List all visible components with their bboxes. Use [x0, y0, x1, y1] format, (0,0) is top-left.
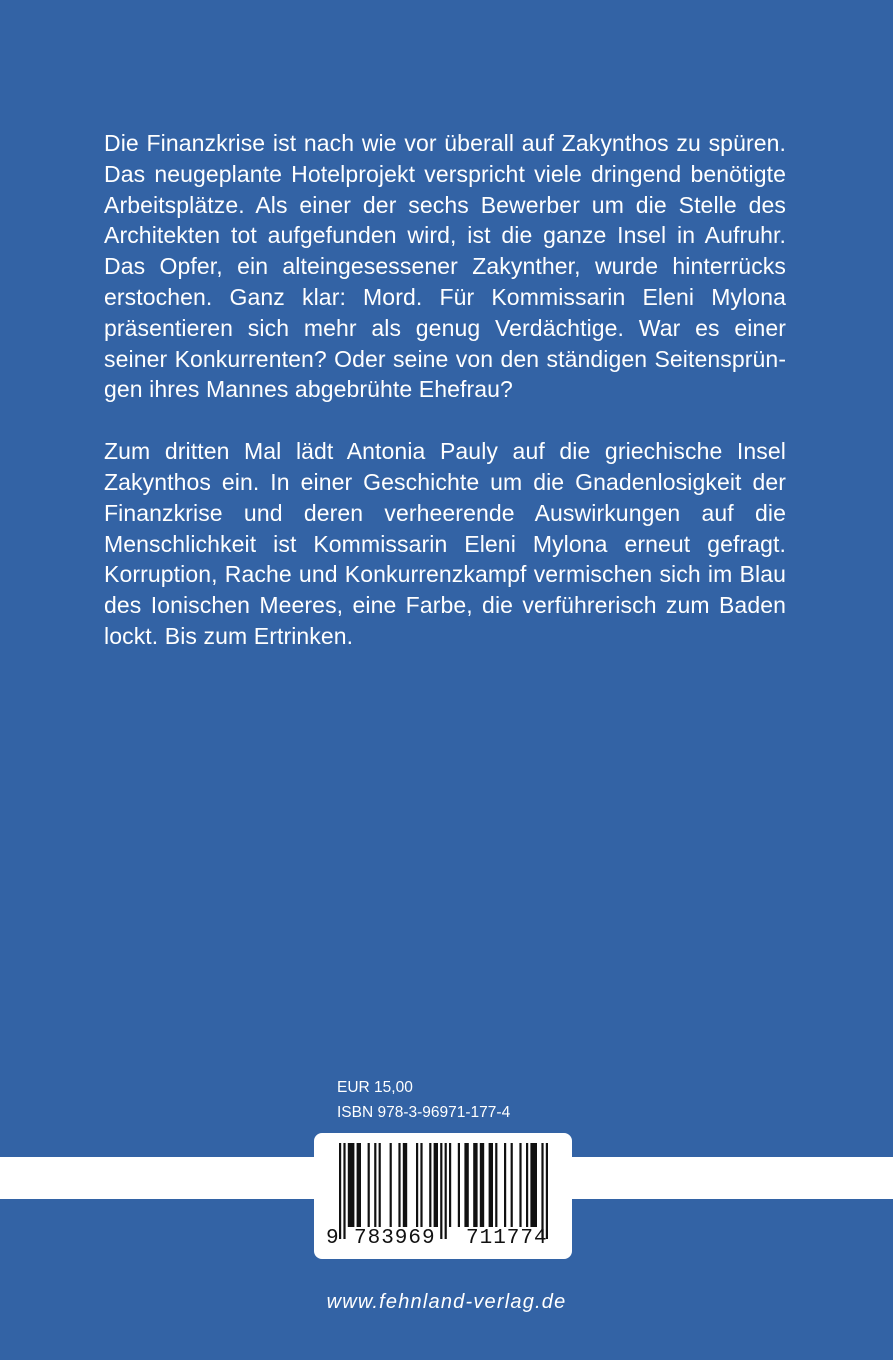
barcode-bar	[379, 1143, 381, 1227]
barcode-guard-bar	[541, 1143, 543, 1239]
barcode-digit-first: 9	[326, 1227, 339, 1250]
barcode-bar	[416, 1143, 418, 1227]
barcode-bar	[495, 1143, 497, 1227]
blurb-paragraph-2: Zum dritten Mal lädt Antonia Pauly auf die griechische Insel Zakynthos ein. In einer Geschichte um die Gnadenlosigkeit der Finanzkrise und deren verheerende Auswirkungen auf die Menschlichkeit ist Kommissarin Eleni Mylona erneut gefragt. Korruption, Rache und Konkurrenzkampf vermischen sich im Blau des Ionischen Meeres, eine Farbe, die verführerisch zum Baden lockt. Bis zum Ertrinken.	[104, 438, 786, 649]
barcode-guard-bar	[339, 1143, 341, 1239]
barcode-bar	[489, 1143, 493, 1227]
isbn-label: ISBN 978-3-96971-177-4	[337, 1104, 511, 1121]
barcode-bar	[519, 1143, 521, 1227]
barcode-bar	[449, 1143, 451, 1227]
barcode-digits	[314, 1227, 572, 1257]
barcode-bar	[374, 1143, 376, 1227]
barcode-bar	[348, 1143, 355, 1227]
barcode-bar	[480, 1143, 484, 1227]
barcode-bar	[434, 1143, 438, 1227]
barcode-guard-bar	[440, 1143, 442, 1239]
barcode-bar	[368, 1143, 370, 1227]
barcode	[314, 1133, 572, 1259]
barcode-bar	[458, 1143, 460, 1227]
barcode-bar	[473, 1143, 477, 1227]
barcode-bar	[526, 1143, 528, 1227]
barcode-bar	[511, 1143, 513, 1227]
price-isbn-block	[337, 1075, 510, 1125]
barcode-group-right: 711774	[466, 1227, 548, 1250]
barcode-bar	[398, 1143, 400, 1227]
barcode-group-left: 783969	[354, 1227, 436, 1250]
barcode-guard-bar	[343, 1143, 345, 1239]
barcode-bar	[464, 1143, 468, 1227]
barcode-bar	[504, 1143, 506, 1227]
barcode-bar	[420, 1143, 422, 1227]
barcode-bar	[403, 1143, 407, 1227]
barcode-bar	[357, 1143, 361, 1227]
barcode-bar	[530, 1143, 537, 1227]
price-label: EUR 15,00	[337, 1079, 413, 1096]
barcode-guard-bar	[546, 1143, 548, 1239]
blurb-paragraph-1: Die Finanzkrise ist nach wie vor überall auf Zakynthos zu spüren. Das neugeplante Hotelprojekt verspricht viele dringend benötigte Arbeitsplätze. Als einer der sechs Bewerber um die Stelle des Architekten tot aufgefunden wird, ist die ganze Insel in Aufruhr. Das Opfer, ein alteingesessener Zakynther, wurde hinterrücks erstochen. Ganz klar: Mord. Für Kommissarin Eleni Mylona präsentieren sich mehr als genug Verdächtige. War es einer seiner Konkurrenten? Oder seine von den ständigen Seitensprüngen ihres Mannes abgebrühte Ehefrau?	[104, 130, 786, 403]
barcode-bar	[429, 1143, 431, 1227]
back-cover-blurb	[104, 128, 786, 652]
barcode-guard-bar	[445, 1143, 447, 1239]
barcode-bar	[390, 1143, 392, 1227]
publisher-website: www.fehnland-verlag.de	[326, 1291, 567, 1313]
